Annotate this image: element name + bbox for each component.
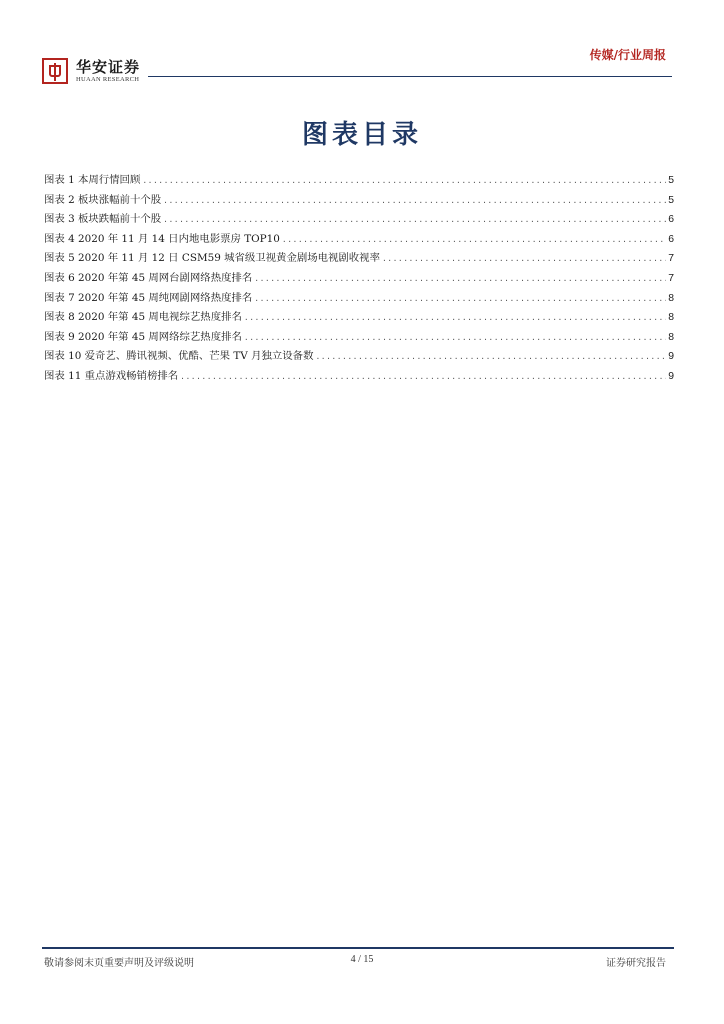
toc-leader-dots xyxy=(244,313,666,322)
toc-leader-dots xyxy=(163,215,666,224)
toc-item-page: 5 xyxy=(668,194,674,206)
toc-leader-dots xyxy=(244,333,666,342)
logo-chinese-name: 华安证券 xyxy=(76,58,141,76)
toc-item[interactable] xyxy=(44,249,674,269)
toc-leader-dots xyxy=(163,196,666,205)
logo-english-name: HUAAN RESEARCH xyxy=(76,76,140,83)
toc-leader-dots xyxy=(180,372,666,381)
toc-item-page: 8 xyxy=(668,312,674,324)
huaan-logo-icon xyxy=(42,58,68,84)
toc-item[interactable] xyxy=(44,328,674,348)
toc-item-page: 5 xyxy=(668,175,674,186)
toc-item-page: 6 xyxy=(668,233,674,245)
toc-item-page: 8 xyxy=(668,331,674,343)
toc-item[interactable] xyxy=(44,230,674,250)
footer-disclaimer: 敬请参阅末页重要声明及评级说明 xyxy=(44,958,194,969)
toc-item[interactable] xyxy=(44,191,674,211)
toc-item-page: 9 xyxy=(668,370,674,382)
toc-leader-dots xyxy=(142,176,666,185)
footer-divider xyxy=(42,947,674,949)
toc-item[interactable] xyxy=(44,367,674,387)
toc-item-page: 8 xyxy=(668,292,674,304)
toc-item-label: 图表 2 板块涨幅前十个股 xyxy=(44,193,162,206)
toc-item-label: 图表 1 本周行情回顾 xyxy=(44,174,141,186)
header-divider xyxy=(148,76,672,77)
toc-leader-dots xyxy=(254,294,666,303)
toc-leader-dots xyxy=(254,274,666,283)
toc-item-label: 图表 4 2020 年 11 月 14 日内地电影票房 TOP10 xyxy=(44,232,280,245)
toc-item[interactable] xyxy=(44,347,674,367)
toc-item[interactable] xyxy=(44,289,674,309)
toc-item-page: 6 xyxy=(668,214,674,226)
toc-title: 图表目录 xyxy=(301,120,422,150)
toc-leader-dots xyxy=(282,235,666,244)
footer-doc-type: 证券研究报告 xyxy=(606,958,666,969)
toc-leader-dots xyxy=(315,352,666,361)
toc-item-label: 图表 11 重点游戏畅销榜排名 xyxy=(44,369,179,382)
toc-item-label: 图表 7 2020 年第 45 周纯网剧网络热度排名 xyxy=(44,291,253,304)
toc-item-label: 图表 6 2020 年第 45 周网台剧网络热度排名 xyxy=(44,271,253,284)
toc-leader-dots xyxy=(382,254,666,263)
toc-item-label: 图表 5 2020 年 11 月 12 日 CSM59 城省级卫视黄金剧场电视剧收视率 xyxy=(44,252,380,265)
toc-item[interactable] xyxy=(44,210,674,230)
toc-item[interactable] xyxy=(44,269,674,289)
toc-item-label: 图表 9 2020 年第 45 周网络综艺热度排名 xyxy=(44,330,242,343)
toc-item-page: 7 xyxy=(668,272,674,284)
page-header xyxy=(0,0,724,90)
toc-item-page: 7 xyxy=(668,253,674,265)
company-logo xyxy=(42,54,162,88)
page-indicator: 4 / 15 xyxy=(350,954,374,965)
toc-item-label: 图表 10 爱奇艺、腾讯视频、优酷、芒果 TV 月独立设备数 xyxy=(44,350,314,363)
toc-item-label: 图表 8 2020 年第 45 周电视综艺热度排名 xyxy=(44,311,242,324)
toc-item-label: 图表 3 板块跌幅前十个股 xyxy=(44,213,162,226)
toc-item[interactable] xyxy=(44,171,674,191)
toc-item[interactable] xyxy=(44,308,674,328)
toc-item-page: 9 xyxy=(668,351,674,363)
toc-list xyxy=(44,171,674,387)
report-type-label: 传媒/行业周报 xyxy=(589,48,666,62)
